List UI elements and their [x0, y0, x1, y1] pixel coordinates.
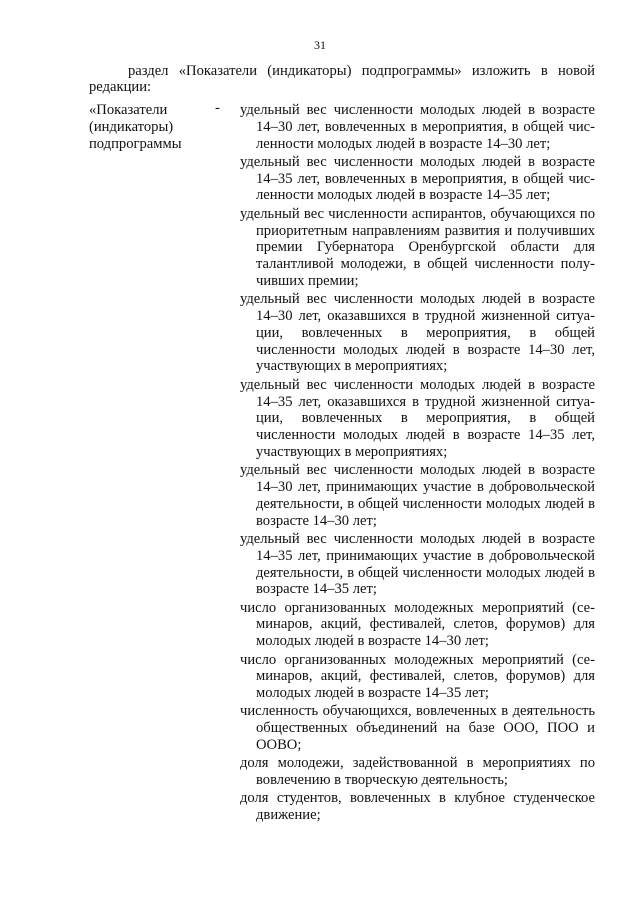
list-item: доля студентов, вовлеченных в клубное студенческое движение; — [240, 790, 595, 824]
indicator-list — [240, 102, 595, 825]
list-item: удельный вес численности молодых людей в возрасте 14–35 лет, принимающих участие в добровольческой деятельности, в общей численности молодых людей в возрасте 14–35 лет; — [240, 530, 595, 598]
list-item: доля молодежи, задействованной в мероприятиях по вовлечению в творческую деятельность; — [240, 755, 595, 789]
intro-paragraph: раздел «Показатели (индикаторы) подпрограммы» изложить в новой редакции: — [89, 63, 595, 95]
list-item: удельный вес численности молодых людей в возрасте 14–30 лет, оказавшихся в трудной жизненной ситуации, вовлеченных в мероприятия, в общей численности молодых людей в возрасте 14–30 лет, участвующих в мероприятиях; — [240, 291, 595, 375]
label-dash: - — [215, 100, 220, 116]
list-item: удельный вес численности молодых людей в возрасте 14–35 лет, оказавшихся в трудной жизненной ситуации, вовлеченных в мероприятия, в общей численности молодых людей в возрасте 14–35 лет, участвующих в мероприятиях; — [240, 376, 595, 460]
list-item: удельный вес численности молодых людей в возрасте 14–35 лет, вовлеченных в мероприятия, в общей численности молодых людей в возрасте 14–35 лет; — [240, 153, 595, 204]
list-item: удельный вес численности аспирантов, обучающихся по приоритетным направлениям развития и получивших премии Губернатора Оренбургской области для талантливой молодежи, в общей численности получивших премии; — [240, 205, 595, 289]
list-item: число организованных молодежных мероприятий (семинаров, акций, фестивалей, слетов, форумов) для молодых людей в возрасте 14–30 лет; — [240, 599, 595, 650]
section-label: «Показатели (индикаторы) подпрограммы — [89, 102, 182, 152]
list-item: удельный вес численности молодых людей в возрасте 14–30 лет, вовлеченных в мероприятия, в общей численности молодых людей в возрасте 14–30 лет; — [240, 102, 595, 152]
list-item: численность обучающихся, вовлеченных в деятельность общественных объединений на базе ООО, ПОО и ООВО; — [240, 703, 595, 753]
page-number: 31 — [314, 38, 326, 52]
list-item: число организованных молодежных мероприятий (семинаров, акций, фестивалей, слетов, форумов) для молодых людей в возрасте 14–35 лет; — [240, 651, 595, 702]
list-item: удельный вес численности молодых людей в возрасте 14–30 лет, принимающих участие в добровольческой деятельности, в общей численности молодых людей в возрасте 14–30 лет; — [240, 462, 595, 529]
